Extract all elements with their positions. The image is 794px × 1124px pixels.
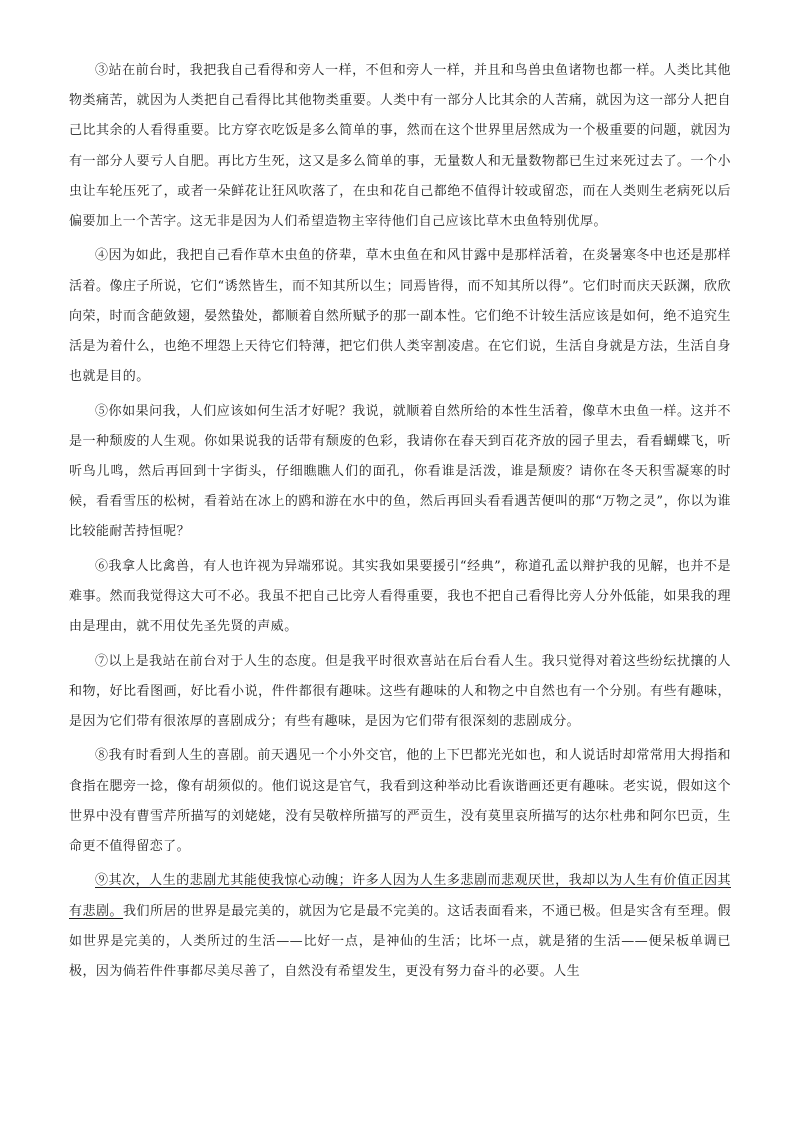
- paragraph-8: ⑧我有时看到人生的喜剧。前天遇见一个小外交官，他的上下巴都光光如也，和人说话时却常常用大拇指和食指在腮旁一捻，像有胡须似的。他们说这是官气，我看到这种举动比看诙谐画还更有趣味。老实说，假如这个世界中没有曹雪芹所描写的刘姥姥，没有吴敬梓所描写的严贡生，没有莫里哀所描写的达尔杜弗和阿尔巴贡，生命更不值得留恋了。: [69, 748, 731, 855]
- paragraph-5: ⑤你如果问我，人们应该如何生活才好呢？我说，就顺着自然所给的本性生活着，像草木虫鱼一样。这并不是一种颓废的人生观。你如果说我的话带有颓废的色彩，我请你在春天到百花齐放的园子里去，看看蝴蝶飞，听听鸟儿鸣，然后再回到十字街头，仔细瞧瞧人们的面孔，你看谁是活泼，谁是颓废？请你在冬天积雪凝寒的时候，看看雪压的松树，看着站在冰上的鸥和游在水中的鱼，然后再回头看看遇苦便叫的那“万物之灵”，你以为谁比较能耐苦持恒呢？: [69, 403, 731, 540]
- paragraph-9: [69, 866, 731, 987]
- paragraph-7: ⑦以上是我站在前台对于人生的态度。但是我平时很欢喜站在后台看人生。我只觉得对着这些纷纭扰攘的人和物，好比看图画，好比看小说，件件都很有趣味。这些有趣味的人和物之中自然也有一个分别。有些有趣味，是因为它们带有很浓厚的喜剧成分；有些有趣味，是因为它们带有很深刻的悲剧成分。: [69, 653, 731, 730]
- paragraph-3: ③站在前台时，我把我自己看得和旁人一样，不但和旁人一样，并且和鸟兽虫鱼诸物也都一样。人类比其他物类痛苦，就因为人类把自己看得比其他物类重要。人类中有一部分人比其余的人苦痛，就因为这一部分人把自己比其余的人看得重要。比方穿衣吃饭是多么简单的事，然而在这个世界里居然成为一个极重要的问题，就因为有一部分人要亏人自肥。再比方生死，这又是多么简单的事，无量数人和无量数物都已生过来死过去了。一个小虫让车轮压死了，或者一朵鲜花让狂风吹落了，在虫和花自己都绝不值得计较或留恋，而在人类则生老病死以后偏要加上一个苦字。这无非是因为人们希望造物主宰待他们自己应该比草木虫鱼特别优厚。: [69, 63, 731, 230]
- paragraph-9-rest: 我们所居的世界是最完美的，就因为它是最不完美的。这话表面看来，不通已极。但是实含有至理。假如世界是完美的，人类所过的生活——比好一点，是神仙的生活；比坏一点，就是猪的生活——便呆板单调已极，因为倘若件件事都尽美尽善了，自然没有希望发生，更没有努力奋斗的必要。人生: [69, 903, 731, 980]
- underlined-sentence: ⑨其次，人生的悲剧尤其能使我惊心动魄；许多人因为人生多悲剧而悲观厌世，我却以为人生有价值正因其有悲剧。: [69, 873, 731, 919]
- paragraph-6: ⑥我拿人比禽兽，有人也许视为异端邪说。其实我如果要援引“经典”，称道孔孟以辩护我的见解，也并不是难事。然而我觉得这大可不必。我虽不把自己比旁人看得重要，我也不把自己看得比旁人分外低能，如果我的理由是理由，就不用仗先圣先贤的声威。: [69, 558, 731, 635]
- paragraph-4: ④因为如此，我把自己看作草木虫鱼的侪辈，草木虫鱼在和风甘露中是那样活着，在炎暑寒冬中也还是那样活着。像庄子所说，它们“诱然皆生，而不知其所以生；同焉皆得，而不知其所以得”。它们时而庆天跃渊，欣欣向荣，时而含葩敛翅，晏然蛰处，都顺着自然所赋予的那一副本性。它们绝不计较生活应该是如何，绝不追究生活是为着什么，也绝不埋怨上天待它们特薄，把它们供人类宰割凌虐。在它们说，生活自身就是方法，生活自身也就是目的。: [69, 248, 731, 385]
